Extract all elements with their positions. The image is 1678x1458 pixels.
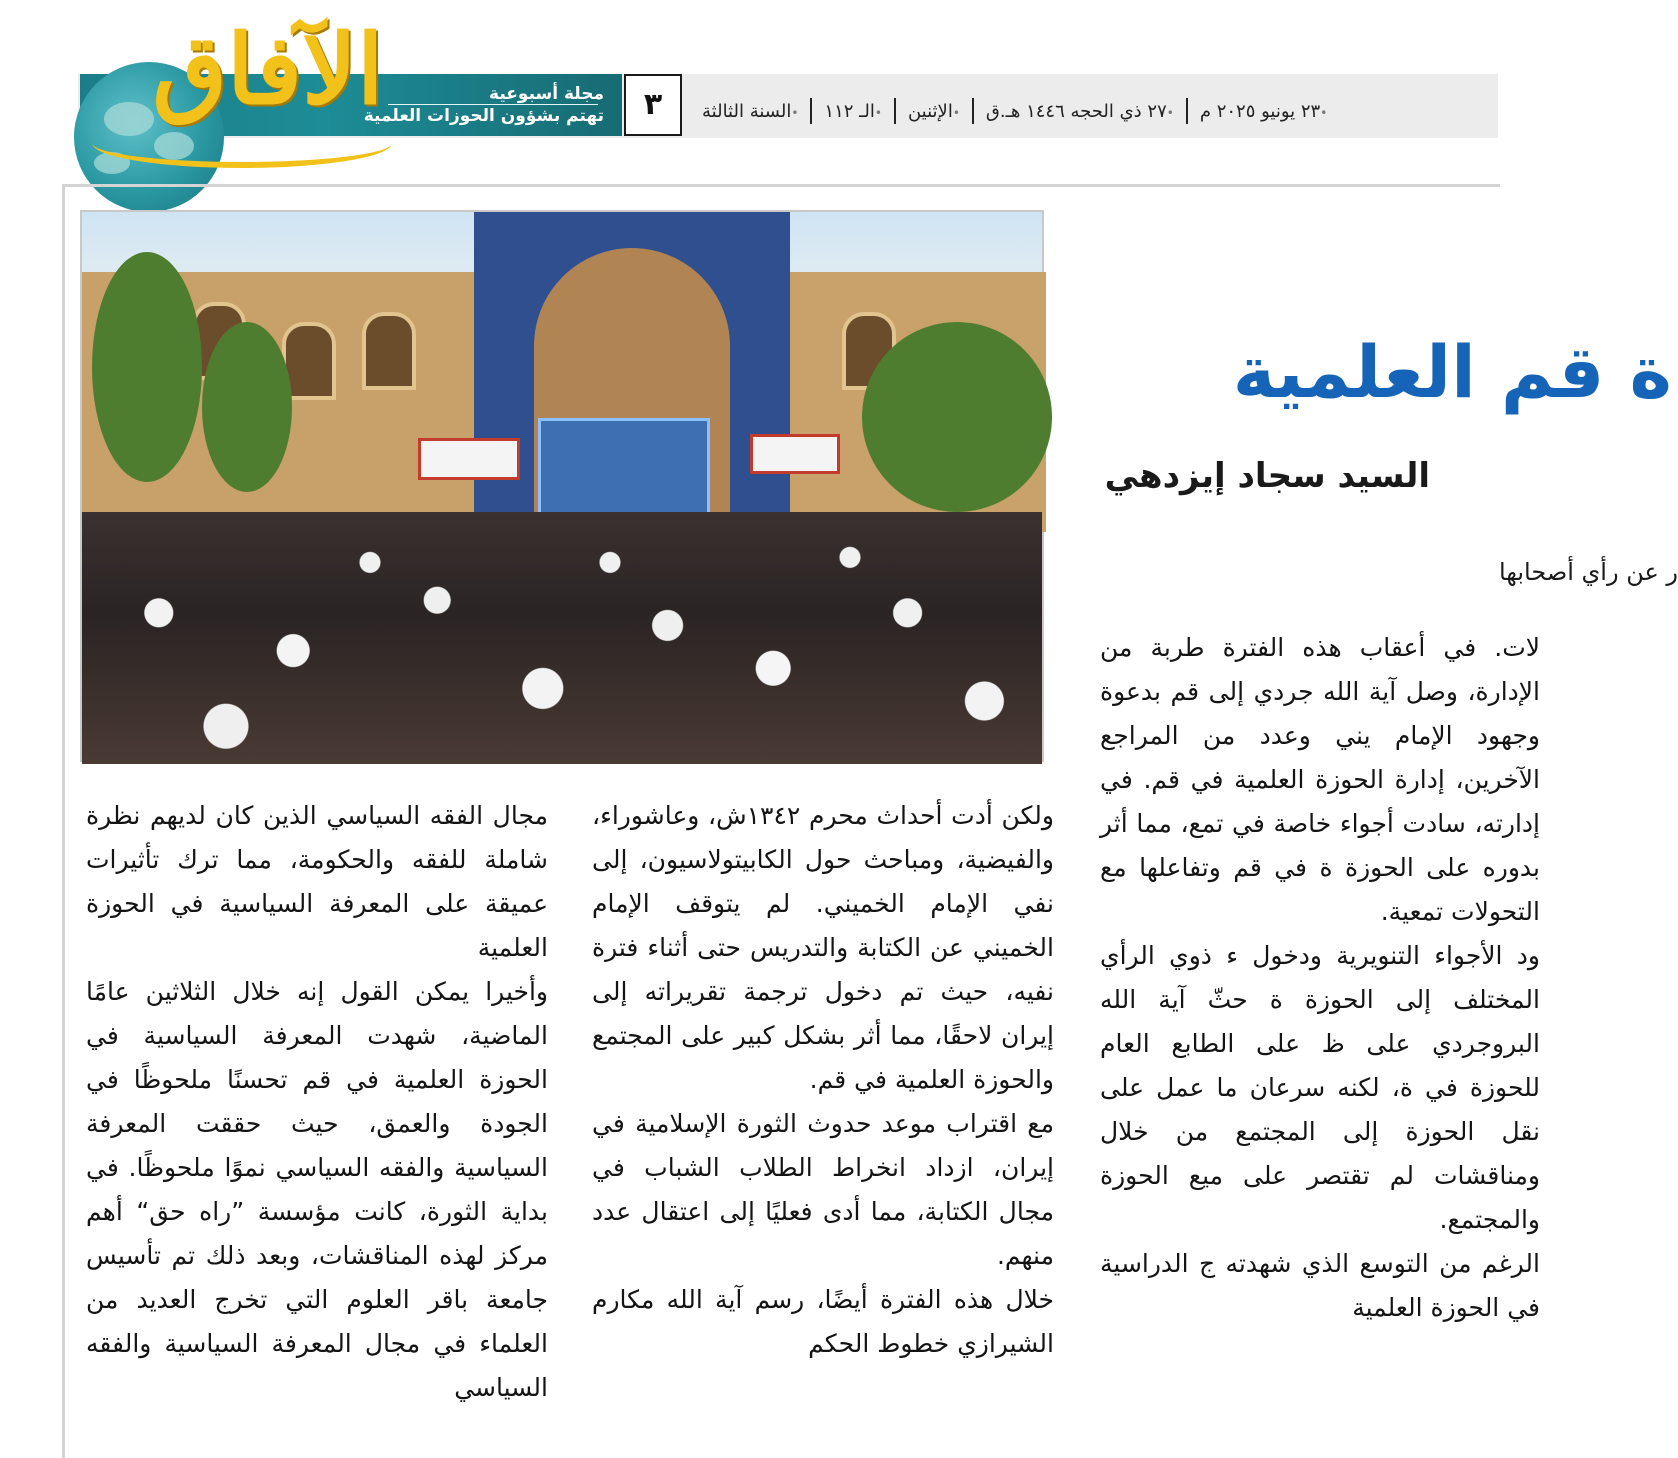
article-author: السيد سجاد إيزدهي: [1104, 456, 1430, 496]
text-column-left: [86, 794, 548, 1458]
meta-hijri-date: • ٢٧ ذي الحجه ١٤٤٦ هـ.ق: [974, 101, 1186, 122]
page-number: ٣: [624, 74, 682, 136]
text-column-middle: [592, 794, 1054, 1458]
logo-subtitle-2: تهتم بشؤون الحوزات العلمية: [363, 106, 604, 126]
paragraph: ود الأجواء التنويرية ودخول ء ذوي الرأي المختلف إلى الحوزة ة حثّ آية الله البروجردي على ظ على الطابع العام للحوزة في ة، لكنه سرعان ما عمل على نقل الحوزة إلى المجتمع من خلال ومناقشات لم تقتصر على ميع الحوزة والمجتمع.: [1100, 941, 1540, 1234]
logo-divider: [388, 104, 598, 105]
paragraph: الرغم من التوسع الذي شهدته ج الدراسية في الحوزة العلمية: [1100, 1249, 1540, 1322]
page-frame-top: [62, 184, 1500, 187]
article-photo: [80, 210, 1044, 762]
paragraph: مجال الفقه السياسي الذين كان لديهم نظرة شاملة للفقه والحكومة، مما ترك تأثيرات عميقة على المعرفة السياسية في الحوزة العلمية: [86, 801, 548, 962]
paragraph: وأخيرا يمكن القول إنه خلال الثلاثين عامًا الماضية، شهدت المعرفة السياسية في الحوزة العلمية في قم تحسنًا ملحوظًا في الجودة والعمق، حيث حققت المعرفة السياسية والفقه السياسي نموًا ملحوظًا. في بداية الثورة، كانت مؤسسة ”راه حق“ أهم مركز لهذه المناقشات، وبعد ذلك تم تأسيس جامعة باقر العلوم التي تخرج العديد من العلماء في مجال المعرفة السياسية والفقه السياسي: [86, 977, 548, 1402]
paragraph: خلال هذه الفترة أيضًا، رسم آية الله مكارم الشيرازي خطوط الحكم: [592, 1285, 1054, 1358]
meta-gregorian-date: • ٢٣ يونيو ٢٠٢٥ م: [1188, 101, 1339, 122]
paragraph: ولكن أدت أحداث محرم ١٣٤٢ش، وعاشوراء، والفيضية، ومباحث حول الكابيتولاسيون، إلى نفي الإمام الخميني. لم يتوقف الإمام الخميني عن الكتابة والتدريس حتى أثناء فترة نفيه، حيث تم دخول ترجمة تقريراته إلى إيران لاحقًا، مما أثر بشكل كبير على المجتمع والحوزة العلمية في قم.: [592, 801, 1054, 1094]
paragraph: لات. في أعقاب هذه الفترة طربة من الإدارة، وصل آية الله جردي إلى قم بدعوة وجهود الإمام يني وعدد من المراجع الآخرين، إدارة الحوزة العلمية في قم. في إدارته، سادت أجواء خاصة في تمع، مما أثر بدوره على الحوزة ة في قم وتفاعلها مع التحولات تمعية.: [1100, 633, 1540, 926]
meta-year: • السنة الثالثة: [690, 101, 810, 122]
text-column-right: [1100, 626, 1540, 1458]
article-disclaimer: ر عن رأي أصحابها: [1498, 558, 1678, 586]
logo-title: الآفاق: [152, 13, 384, 126]
logo-swoosh: [92, 118, 392, 168]
meta-day: • الإثنين: [896, 101, 972, 122]
meta-separator: [1186, 98, 1188, 124]
meta-number: • الـ ١١٢: [812, 101, 894, 122]
paragraph: مع اقتراب موعد حدوث الثورة الإسلامية في إيران، ازداد انخراط الطلاب الشباب في مجال الكتابة، مما أدى فعليًا إلى اعتقال عدد منهم.: [592, 1109, 1054, 1270]
article-headline: ة قم العلمية: [1232, 330, 1672, 414]
meta-separator: [810, 98, 812, 124]
meta-separator: [972, 98, 974, 124]
logo-subtitle-1: مجلة أسبوعية: [489, 84, 604, 104]
issue-meta-strip: [690, 94, 1410, 128]
meta-separator: [894, 98, 896, 124]
page-frame-left: [62, 184, 65, 1458]
